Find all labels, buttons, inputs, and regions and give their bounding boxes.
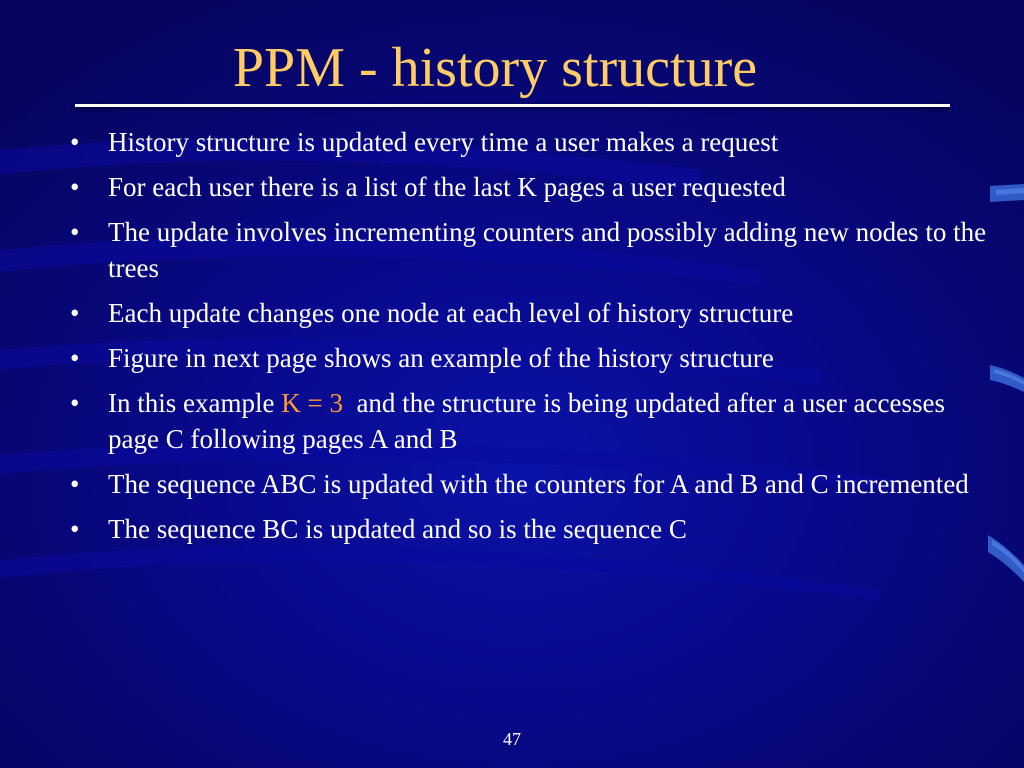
bullet-icon: • bbox=[70, 298, 80, 328]
bullet-text-prefix: In this example bbox=[108, 388, 282, 418]
bullet-icon: • bbox=[70, 127, 80, 157]
bullet-item bbox=[70, 385, 990, 457]
bullet-text: The sequence ABC is updated with the counters for A and B and C incremented bbox=[108, 469, 969, 499]
bullet-item bbox=[70, 466, 990, 502]
bullet-text: For each user there is a list of the last K pages a user requested bbox=[108, 172, 786, 202]
bullet-icon: • bbox=[70, 172, 80, 202]
bullet-text: Figure in next page shows an example of the history structure bbox=[108, 343, 774, 373]
k-value-highlight: K = 3 bbox=[281, 388, 343, 418]
bullet-list bbox=[70, 124, 990, 556]
bullet-icon: • bbox=[70, 343, 80, 373]
bullet-icon: • bbox=[70, 388, 80, 418]
bullet-item bbox=[70, 124, 990, 160]
bullet-item bbox=[70, 340, 990, 376]
bullet-item bbox=[70, 511, 990, 547]
bullet-item bbox=[70, 214, 990, 286]
bullet-text: The update involves incrementing counters and possibly adding new nodes to the trees bbox=[108, 217, 987, 283]
bullet-text: Each update changes one node at each level of history structure bbox=[108, 298, 794, 328]
bullet-icon: • bbox=[70, 469, 80, 499]
title-divider bbox=[75, 104, 950, 107]
bullet-item bbox=[70, 295, 990, 331]
slide-title: PPM - history structure bbox=[232, 37, 758, 99]
bullet-text: The sequence BC is updated and so is the sequence C bbox=[108, 514, 687, 544]
bullet-icon: • bbox=[70, 514, 80, 544]
bullet-item bbox=[70, 169, 990, 205]
bullet-text-suffix: and the structure is being updated after a user accesses page C following pages A and B bbox=[108, 388, 952, 454]
bullet-icon: • bbox=[70, 217, 80, 247]
bullet-text: History structure is updated every time a user makes a request bbox=[108, 127, 779, 157]
page-number: 47 bbox=[503, 729, 521, 749]
